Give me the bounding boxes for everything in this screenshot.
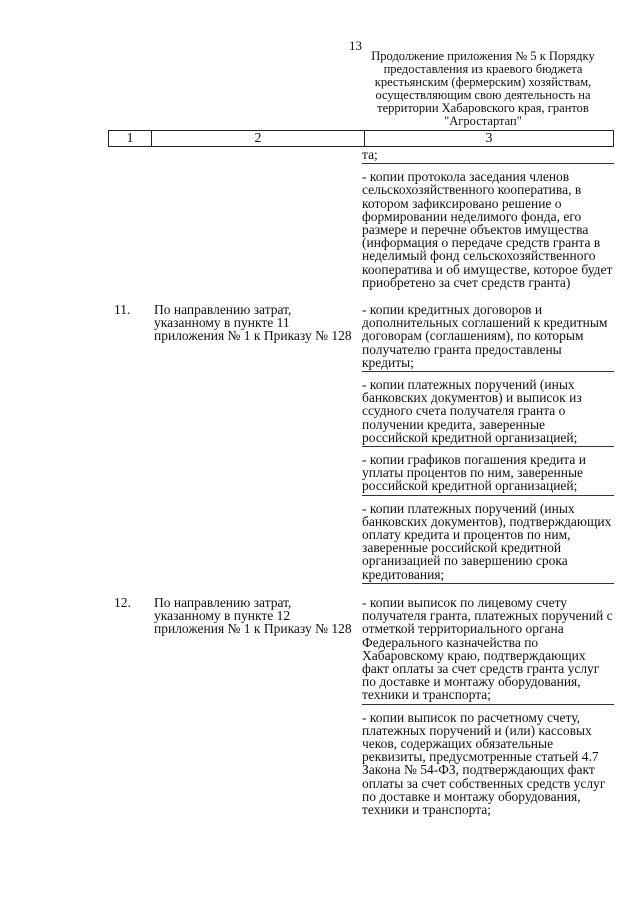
document-item: - копии платежных поручений (иных банковских документов) и выписок из ссудного счета получателя гранта о получении кредита, заверенные российской кредитной организацией; [362, 378, 614, 447]
row-number [108, 148, 150, 297]
column-number-3: 3 [485, 130, 493, 146]
appendix-header-note: Продолжение приложения № 5 к Порядку предоставления из краевого бюджета крестьянским (фермерским) хозяйствам, осуществляющим свою деятельность на территории Хабаровского края, грантов "Агростартап" [371, 49, 595, 128]
column-number-2: 2 [152, 131, 365, 146]
row-number: 12. [114, 594, 131, 610]
page-number: 13 [349, 38, 362, 53]
column-number-header [108, 130, 614, 147]
document-item: та; [362, 148, 614, 164]
row-documents [362, 148, 614, 297]
row-documents [362, 303, 614, 590]
row-direction [150, 148, 362, 297]
table-row [108, 303, 614, 590]
row-documents [362, 596, 614, 824]
row-direction: По направлению затрат, указанному в пункте 11 приложения № 1 к Приказу № 128 [154, 302, 352, 344]
column-number-1: 1 [109, 131, 152, 146]
document-item: - копии кредитных договоров и дополнительных соглашений к кредитным договорам (соглашениям), по которым получателю гранта предоставлены кредиты; [362, 303, 614, 372]
row-direction: По направлению затрат, указанному в пункте 12 приложения № 1 к Приказу № 128 [154, 594, 352, 636]
document-item: - копии протокола заседания членов сельскохозяйственного кооператива, в котором зафиксировано решение о формировании неделимого фонда, его размере и перечне объектов имущества (информация о передаче средств гранта в неделимый фонд сельскохозяйственного кооператива и об имуществе, которое будет приобретено за счет средств гранта) [362, 169, 613, 290]
document-item: - копии графиков погашения кредита и уплаты процентов по ним, заверенные российской кредитной организацией; [362, 453, 614, 496]
document-item: - копии платежных поручений (иных банковских документов), подтверждающих оплату кредита и процентов по ним, заверенные российской кредитной организацией по завершению срока кредитования; [362, 502, 614, 584]
row-number: 11. [114, 302, 131, 318]
table-row [108, 596, 614, 824]
document-item: - копии выписок по лицевому счету получателя гранта, платежных поручений с отметкой территориального органа Федерального казначейства по Хабаровскому краю, подтверждающих факт оплаты за счет средств гранта услуг по доставке и монтажу оборудования, техники и транспорта; [362, 596, 614, 705]
table-body [108, 148, 614, 824]
table-row [108, 148, 614, 297]
document-item: - копии выписок по расчетному счету, платежных поручений и (или) кассовых чеков, содержащих обязательные реквизиты, предусмотренные статьей 4.7 Закона № 54-ФЗ, подтверждающих факт оплаты за счет собственных средств услуг по доставке и монтажу оборудования, техники и транспорта; [362, 709, 606, 817]
